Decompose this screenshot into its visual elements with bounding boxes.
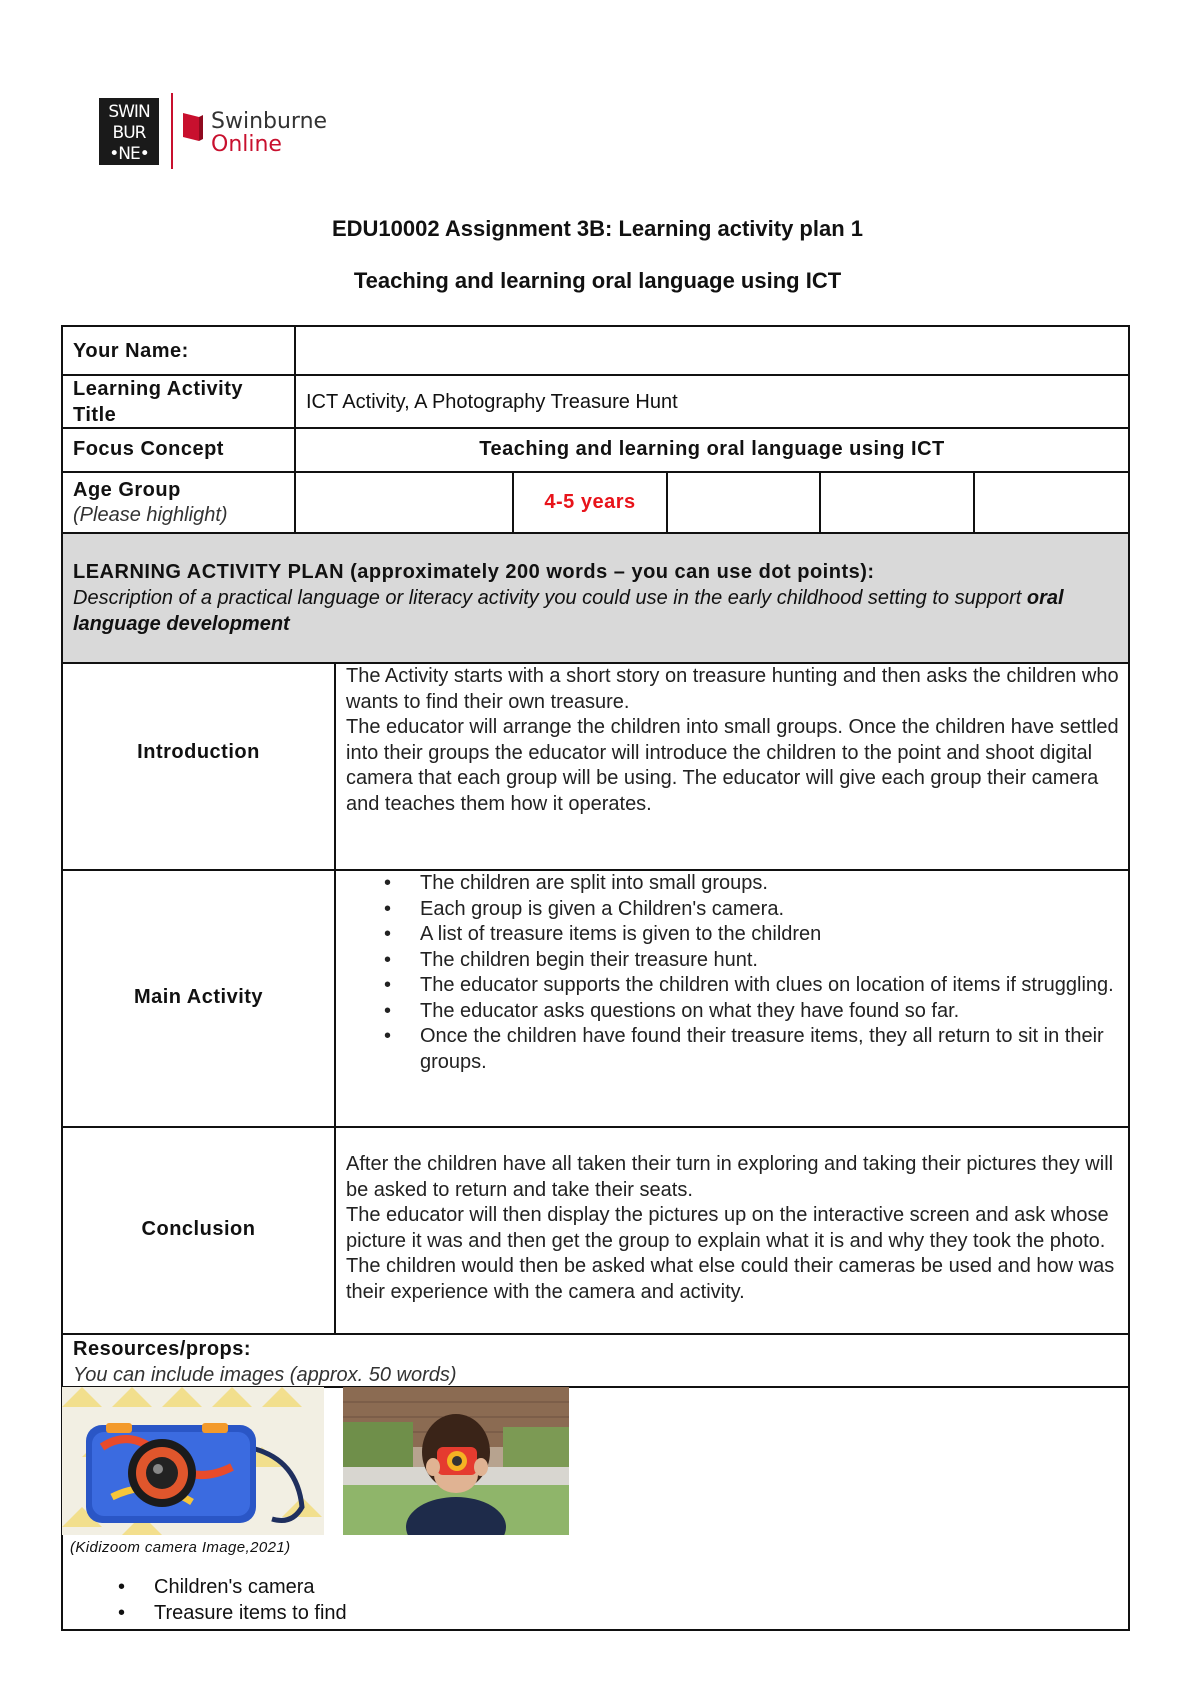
age-group-hint: (Please highlight) xyxy=(73,504,228,526)
introduction-paragraph: The Activity starts with a short story on treasure hunting and then asks the children who wants to find their own treasure. xyxy=(346,665,1119,713)
resources-label: Resources/props: xyxy=(73,1338,252,1360)
age-option-highlighted[interactable]: 4-5 years xyxy=(544,491,636,513)
logo-brand-sub: Online xyxy=(211,132,282,157)
row-divider xyxy=(61,1126,1130,1128)
your-name-field[interactable] xyxy=(306,338,1116,364)
list-item: • The educator supports the children with clues on location of items if struggling. xyxy=(346,973,1122,999)
row-divider xyxy=(61,471,1130,473)
conclusion-paragraph: After the children have all taken their turn in exploring and taking their pictures they will be asked to return and take their seats. xyxy=(346,1153,1114,1201)
conclusion-text xyxy=(346,1152,1122,1305)
main-activity-list xyxy=(346,871,1122,1075)
conclusion-label: Conclusion xyxy=(141,1218,256,1240)
list-item: • Treasure items to find xyxy=(80,1601,347,1627)
age-option-cell[interactable] xyxy=(975,478,1128,528)
your-name-label: Your Name: xyxy=(73,340,189,362)
age-group-label: Age Group xyxy=(73,479,181,501)
column-divider xyxy=(334,662,336,1334)
image-caption: (Kidizoom camera Image,2021) xyxy=(70,1539,291,1556)
plan-description-emphasis: oral language development xyxy=(73,587,1064,635)
focus-concept-label: Focus Concept xyxy=(73,438,224,460)
conclusion-paragraph: The children would then be asked what else could their cameras be used and how was their experience with the camera and activity. xyxy=(346,1255,1115,1303)
kidizoom-camera-image xyxy=(62,1387,324,1535)
list-item: • A list of treasure items is given to the children xyxy=(346,922,1122,948)
introduction-text xyxy=(346,664,1122,817)
child-with-camera-photo xyxy=(343,1387,569,1535)
swinburne-logo-mark: SWIN BUR •NE• xyxy=(99,98,159,165)
plan-heading: LEARNING ACTIVITY PLAN (approximately 200 words – you can use dot points): xyxy=(73,561,875,583)
book-icon xyxy=(181,111,205,145)
list-item: • Each group is given a Children's camera. xyxy=(346,897,1122,923)
activity-title-value: ICT Activity, A Photography Treasure Hunt xyxy=(306,391,678,413)
document-subtitle: Teaching and learning oral language using ICT xyxy=(353,268,842,293)
list-item: • The educator asks questions on what they have found so far. xyxy=(346,999,1122,1025)
age-option-cell[interactable] xyxy=(821,478,973,528)
row-divider xyxy=(61,532,1130,534)
document-title: EDU10002 Assignment 3B: Learning activity plan 1 xyxy=(331,216,864,241)
swinburne-logo xyxy=(73,73,348,187)
resources-list xyxy=(80,1575,347,1626)
focus-concept-value: Teaching and learning oral language using ICT xyxy=(479,438,945,460)
list-item: • Children's camera xyxy=(80,1575,347,1601)
resources-hint: You can include images (approx. 50 words) xyxy=(73,1364,457,1386)
introduction-paragraph: The educator will arrange the children into small groups. Once the children have settled into their groups the educator will introduce the children to the point and shoot digital camera that each group will be using. The educator will give each group their camera and teaches them how it operates. xyxy=(346,716,1119,815)
plan-description: Description of a practical language or literacy activity you could use in the early childhood setting to support oral language development xyxy=(73,587,1064,635)
list-item: • Once the children have found their treasure items, they all return to sit in their groups. xyxy=(346,1024,1122,1075)
conclusion-paragraph: The educator will then display the pictures up on the interactive screen and ask whose picture it was and then get the group to explain what it is and why they took the photo. xyxy=(346,1204,1109,1252)
row-divider xyxy=(61,1333,1130,1335)
age-option-cell[interactable] xyxy=(296,478,512,528)
list-item: • The children are split into small groups. xyxy=(346,871,1122,897)
camera-illustration xyxy=(62,1387,324,1535)
list-item: • The children begin their treasure hunt. xyxy=(346,948,1122,974)
logo-brand-name: Swinburne xyxy=(211,109,328,134)
age-option-cell[interactable] xyxy=(668,478,819,528)
main-activity-label: Main Activity xyxy=(133,986,264,1008)
child-photo-illustration xyxy=(343,1387,569,1535)
logo-divider xyxy=(171,93,173,169)
activity-title-label: Learning Activity Title xyxy=(73,378,244,426)
introduction-label: Introduction xyxy=(137,741,260,763)
